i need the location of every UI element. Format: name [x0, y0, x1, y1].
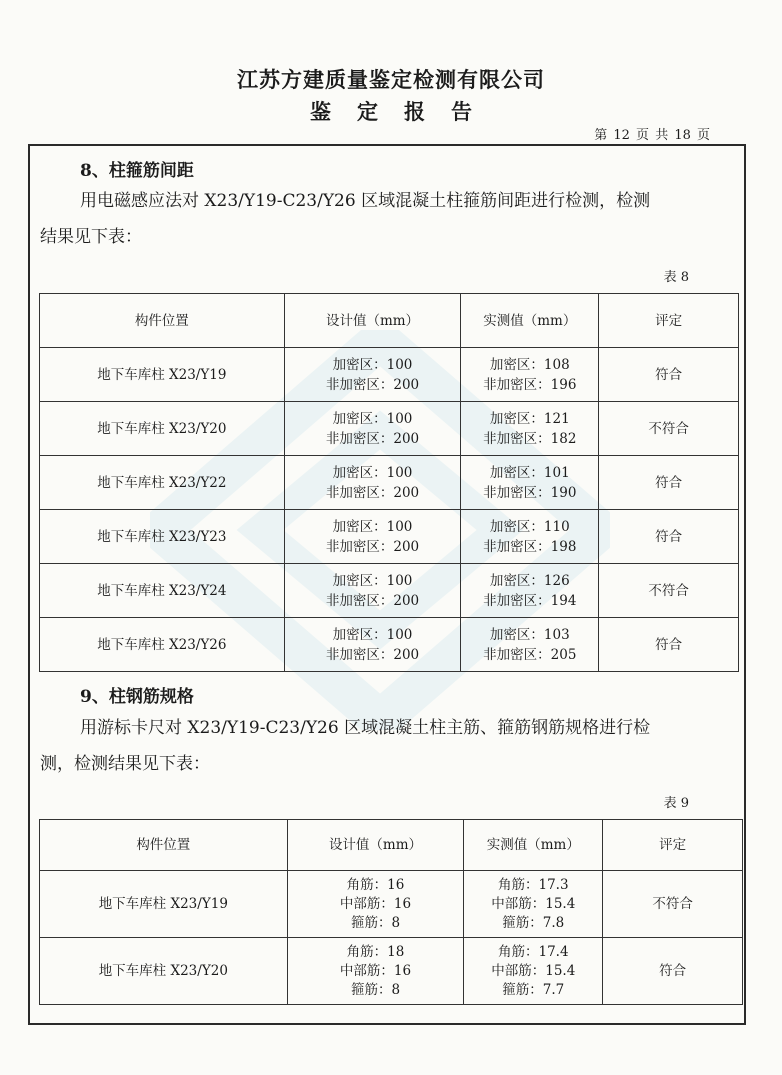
- location-cell: 地下车库柱 X23/Y20: [40, 938, 288, 1005]
- design-cell: [284, 510, 461, 564]
- design-normal: 非加密区：200: [325, 592, 420, 609]
- design-stirrup: 箍筋：8: [350, 981, 401, 998]
- location-cell: 地下车库柱 X23/Y24: [40, 564, 285, 618]
- page-number: 第 12 页 共 18 页: [594, 128, 710, 143]
- design-dense: 加密区：100: [332, 572, 413, 589]
- column-header: 设计值（mm）: [284, 294, 461, 348]
- location-cell: 地下车库柱 X23/Y23: [40, 510, 285, 564]
- measured-normal: 非加密区：194: [483, 592, 577, 609]
- design-dense: 加密区：100: [332, 410, 413, 427]
- measured-cell: [461, 510, 599, 564]
- measured-dense: 加密区：110: [489, 518, 570, 535]
- table-row: [40, 618, 739, 672]
- design-normal: 非加密区：200: [325, 484, 420, 501]
- measured-normal: 非加密区：182: [483, 430, 577, 447]
- measured-normal: 非加密区：190: [483, 484, 577, 501]
- design-normal: 非加密区：200: [325, 646, 420, 663]
- table-row: [40, 564, 739, 618]
- table-8-label: 表 8: [663, 270, 689, 285]
- design-normal: 非加密区：200: [325, 538, 420, 555]
- measured-dense: 加密区：108: [489, 356, 570, 373]
- table-header-row: [40, 820, 743, 871]
- evaluation-cell: 符合: [599, 510, 739, 564]
- column-header: 构件位置: [40, 294, 285, 348]
- design-cell: [284, 402, 461, 456]
- measured-cell: [461, 618, 599, 672]
- measured-stirrup: 箍筋：7.8: [502, 914, 565, 931]
- table-8: [39, 293, 739, 672]
- section-9-line-1: 用游标卡尺对 X23/Y19-C23/Y26 区域混凝土柱主筋、箍筋钢筋规格进行检: [80, 718, 651, 738]
- evaluation-cell: 符合: [603, 938, 743, 1005]
- section-8-heading: 8、柱箍筋间距: [80, 161, 194, 181]
- measured-normal: 非加密区：196: [483, 376, 577, 393]
- design-cell: [287, 871, 464, 938]
- measured-cell: [461, 402, 599, 456]
- design-cell: [284, 348, 461, 402]
- evaluation-cell: 符合: [599, 348, 739, 402]
- table-9-label: 表 9: [663, 796, 689, 811]
- design-corner-bar: 角筋：18: [346, 943, 405, 960]
- design-cell: [284, 618, 461, 672]
- company-name: 江苏方建质量鉴定检测有限公司: [237, 67, 545, 92]
- measured-middle-bar: 中部筋：15.4: [491, 895, 576, 912]
- column-header: 构件位置: [40, 820, 288, 871]
- measured-dense: 加密区：126: [489, 572, 570, 589]
- measured-normal: 非加密区：205: [483, 646, 577, 663]
- measured-cell: [464, 938, 603, 1005]
- column-header: 设计值（mm）: [287, 820, 464, 871]
- evaluation-cell: 不符合: [599, 402, 739, 456]
- design-stirrup: 箍筋：8: [350, 914, 401, 931]
- design-cell: [284, 456, 461, 510]
- measured-cell: [461, 564, 599, 618]
- section-8-line-1: 用电磁感应法对 X23/Y19-C23/Y26 区域混凝土柱箍筋间距进行检测，检测: [80, 191, 651, 211]
- design-middle-bar: 中部筋：16: [339, 895, 412, 912]
- section-9-heading: 9、柱钢筋规格: [80, 687, 194, 707]
- measured-cell: [461, 348, 599, 402]
- column-header: 实测值（mm）: [461, 294, 599, 348]
- column-header: 评定: [599, 294, 739, 348]
- evaluation-cell: 符合: [599, 618, 739, 672]
- section-9-text: [40, 710, 730, 782]
- location-cell: 地下车库柱 X23/Y22: [40, 456, 285, 510]
- design-cell: [287, 938, 464, 1005]
- design-dense: 加密区：100: [332, 626, 413, 643]
- measured-dense: 加密区：121: [489, 410, 570, 427]
- table-row: [40, 510, 739, 564]
- measured-dense: 加密区：103: [489, 626, 570, 643]
- measured-middle-bar: 中部筋：15.4: [491, 962, 576, 979]
- table-row: [40, 871, 743, 938]
- location-cell: 地下车库柱 X23/Y20: [40, 402, 285, 456]
- measured-stirrup: 箍筋：7.7: [502, 981, 565, 998]
- report-title: 鉴定报告: [310, 99, 498, 124]
- evaluation-cell: 不符合: [603, 871, 743, 938]
- measured-cell: [461, 456, 599, 510]
- evaluation-cell: 不符合: [599, 564, 739, 618]
- measured-corner-bar: 角筋：17.4: [498, 943, 569, 960]
- section-8-line-2: 结果见下表：: [40, 227, 142, 247]
- design-normal: 非加密区：200: [325, 376, 420, 393]
- design-normal: 非加密区：200: [325, 430, 420, 447]
- design-dense: 加密区：100: [332, 464, 413, 481]
- design-dense: 加密区：100: [332, 518, 413, 535]
- section-9-line-2: 测，检测结果见下表：: [40, 754, 210, 774]
- column-header: 实测值（mm）: [464, 820, 603, 871]
- table-row: [40, 938, 743, 1005]
- measured-corner-bar: 角筋：17.3: [498, 876, 569, 893]
- measured-dense: 加密区：101: [489, 464, 570, 481]
- table-row: [40, 348, 739, 402]
- design-cell: [284, 564, 461, 618]
- design-dense: 加密区：100: [332, 356, 413, 373]
- location-cell: 地下车库柱 X23/Y19: [40, 871, 288, 938]
- measured-normal: 非加密区：198: [483, 538, 577, 555]
- table-header-row: [40, 294, 739, 348]
- measured-cell: [464, 871, 603, 938]
- section-8-text: [40, 183, 730, 255]
- evaluation-cell: 符合: [599, 456, 739, 510]
- table-row: [40, 402, 739, 456]
- table-row: [40, 456, 739, 510]
- design-middle-bar: 中部筋：16: [339, 962, 412, 979]
- column-header: 评定: [603, 820, 743, 871]
- design-corner-bar: 角筋：16: [346, 876, 405, 893]
- table-9: [39, 819, 743, 1005]
- location-cell: 地下车库柱 X23/Y26: [40, 618, 285, 672]
- location-cell: 地下车库柱 X23/Y19: [40, 348, 285, 402]
